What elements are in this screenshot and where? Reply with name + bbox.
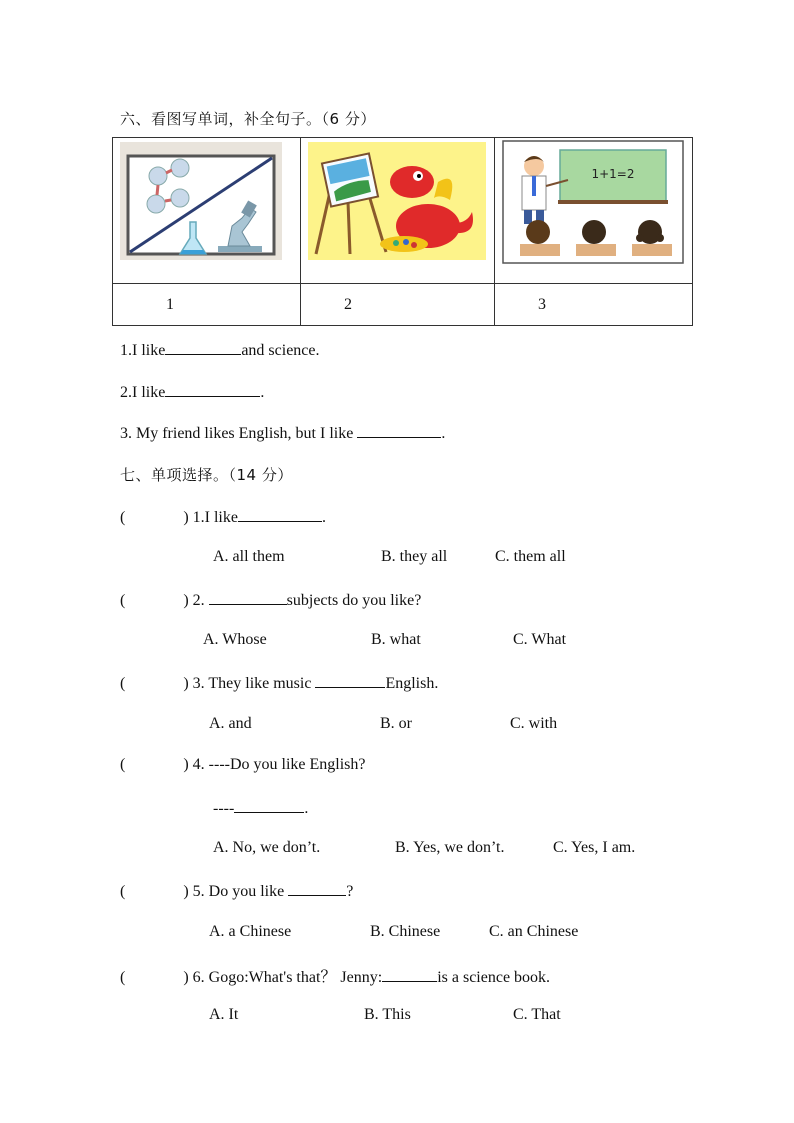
picture-table bbox=[112, 137, 693, 326]
answer-blank[interactable] bbox=[165, 382, 260, 397]
q4-option-a: A. No, we don’t. bbox=[213, 839, 321, 856]
answer-blank[interactable] bbox=[357, 423, 441, 438]
question-3: ( ) 3. They like music English. bbox=[120, 675, 439, 692]
question-2: ( ) 2. subjects do you like? bbox=[120, 592, 422, 609]
number-cell-3 bbox=[495, 284, 693, 326]
sentence-3: 3. My friend likes English, but I like . bbox=[120, 425, 446, 442]
q3-option-b: B. or bbox=[380, 715, 412, 732]
picture-cell-1 bbox=[113, 138, 301, 284]
q4-answer-line: ---- . bbox=[213, 800, 309, 817]
sentence-2: 2.I like . bbox=[120, 384, 265, 401]
picture-number: 2 bbox=[344, 296, 352, 313]
q2-option-c: C. What bbox=[513, 631, 567, 648]
q1-option-c: C. them all bbox=[495, 548, 566, 565]
q3-option-a: A. and bbox=[209, 715, 252, 732]
art-dragon-picture bbox=[308, 142, 486, 260]
q1-option-b: B. they all bbox=[381, 548, 448, 565]
picture-number: 3 bbox=[538, 296, 546, 313]
science-lab-picture bbox=[120, 142, 282, 260]
q5-option-a: A. a Chinese bbox=[209, 923, 292, 940]
q6-option-b: B. This bbox=[364, 1006, 411, 1023]
answer-blank[interactable] bbox=[288, 881, 346, 896]
answer-blank[interactable] bbox=[234, 798, 304, 813]
q5-option-c: C. an Chinese bbox=[489, 923, 579, 940]
section6-heading: 六、看图写单词，补全句子。（6 分） bbox=[120, 110, 376, 128]
question-6: ( ) 6. Gogo:What's that？ Jenny: is a science book. bbox=[120, 969, 551, 986]
picture-cell-2 bbox=[301, 138, 495, 284]
q6-option-a: A. It bbox=[209, 1006, 239, 1023]
q3-option-c: C. with bbox=[510, 715, 558, 732]
math-class-picture bbox=[502, 140, 684, 264]
question-1: ( ) 1.I like . bbox=[120, 509, 326, 526]
answer-blank[interactable] bbox=[165, 340, 241, 355]
answer-blank[interactable] bbox=[315, 673, 385, 688]
number-cell-1 bbox=[113, 284, 301, 326]
answer-blank[interactable] bbox=[382, 967, 437, 982]
board-text: 1+1=2 bbox=[591, 167, 635, 181]
answer-blank[interactable] bbox=[209, 590, 287, 605]
q2-option-a: A. Whose bbox=[203, 631, 267, 648]
q2-option-b: B. what bbox=[371, 631, 421, 648]
q4-option-b: B. Yes, we don’t. bbox=[395, 839, 505, 856]
q5-option-b: B. Chinese bbox=[370, 923, 441, 940]
q4-option-c: C. Yes, I am. bbox=[553, 839, 636, 856]
section7-heading: 七、单项选择。（14 分） bbox=[120, 466, 293, 484]
question-5: ( ) 5. Do you like ? bbox=[120, 883, 354, 900]
sentence-1: 1.I like and science. bbox=[120, 342, 320, 359]
q1-option-a: A. all them bbox=[213, 548, 285, 565]
number-cell-2 bbox=[301, 284, 495, 326]
question-4: ( ) 4. ----Do you like English? bbox=[120, 756, 366, 773]
answer-blank[interactable] bbox=[238, 507, 322, 522]
q6-option-c: C. That bbox=[513, 1006, 561, 1023]
picture-number: 1 bbox=[166, 296, 174, 313]
picture-cell-3 bbox=[495, 138, 693, 284]
